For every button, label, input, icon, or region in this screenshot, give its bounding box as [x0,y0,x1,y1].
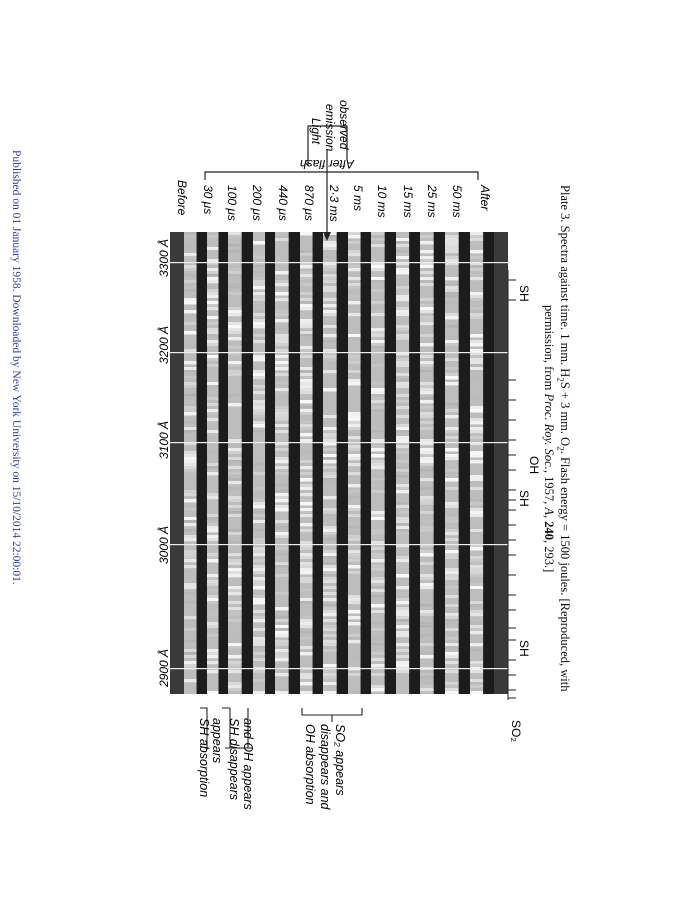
exposure-time-label: 100 μs [225,185,239,221]
light-label: Light [309,118,323,145]
oh-absorption-note-2: disappears and [318,724,332,810]
sh-mid-label: SH [517,490,531,507]
emission-label: emission [323,104,337,152]
so2-label: SO₂ [509,720,523,742]
after-flash-bracket [205,172,478,180]
oh-absorption-note-3: SO₂ appears [333,724,347,796]
wavelength-axis [156,239,171,688]
wavelength-tick-label: 3100 Å [157,420,171,460]
exposure-time-label: 30 μs [201,185,215,215]
caption-text: Plate 3. Spectra against time. 1 mm. $H_2S + 3$ mm. $O_2$. Flash energy = 1500 joules. [Reproduced, with [555,185,572,692]
plate-caption-line-2: permission, from Proc. Roy. Soc., 1957, A, 240, 293.] [542,305,556,573]
download-watermark: Published on 01 January 1958. Downloaded by New York University on 15/10/2014 22:00:01. [10,150,22,585]
sh-disappears-note-1: SH disappears [227,718,241,800]
observed-label: observed [337,100,351,150]
oh-note-bracket [302,708,362,722]
wavelength-tick-label: 2900 Å [157,648,171,688]
exposure-time-label: After [478,185,492,211]
exposure-time-label: 440 μs [276,185,290,221]
sh-absorption-note-1: SH absorption [197,718,211,798]
band-tick-marks [508,270,516,700]
oh-label: OH [527,456,541,474]
exposure-time-label: 25 ms [425,185,439,218]
arrow-head-icon [323,232,331,241]
exposure-time-label: 2·3 ms [327,185,341,222]
exposure-time-label: 5 ms [351,185,365,212]
time-axis [175,180,492,222]
wavelength-tick-label: 3000 Å [157,525,171,565]
exposure-time-label: Before [175,180,189,216]
sh-disappears-note-2: and OH appears [241,718,255,810]
exposure-time-label: 200 μs [250,185,264,221]
sh-absorption-note-2: appears [210,718,224,764]
after-flash-label: After flash [299,157,355,171]
sh-right-label: SH [517,285,531,302]
sh-left-label: SH [517,640,531,657]
wavelength-tick-label: 3300 Å [157,238,171,278]
exposure-time-label: 10 ms [375,185,389,218]
exposure-time-label: 870 μs [302,185,316,221]
exposure-time-label: 15 ms [401,185,415,218]
oh-absorption-note-1: OH absorption [303,724,317,805]
wavelength-tick-label: 3200 Å [157,325,171,365]
exposure-time-label: 50 ms [450,185,464,218]
